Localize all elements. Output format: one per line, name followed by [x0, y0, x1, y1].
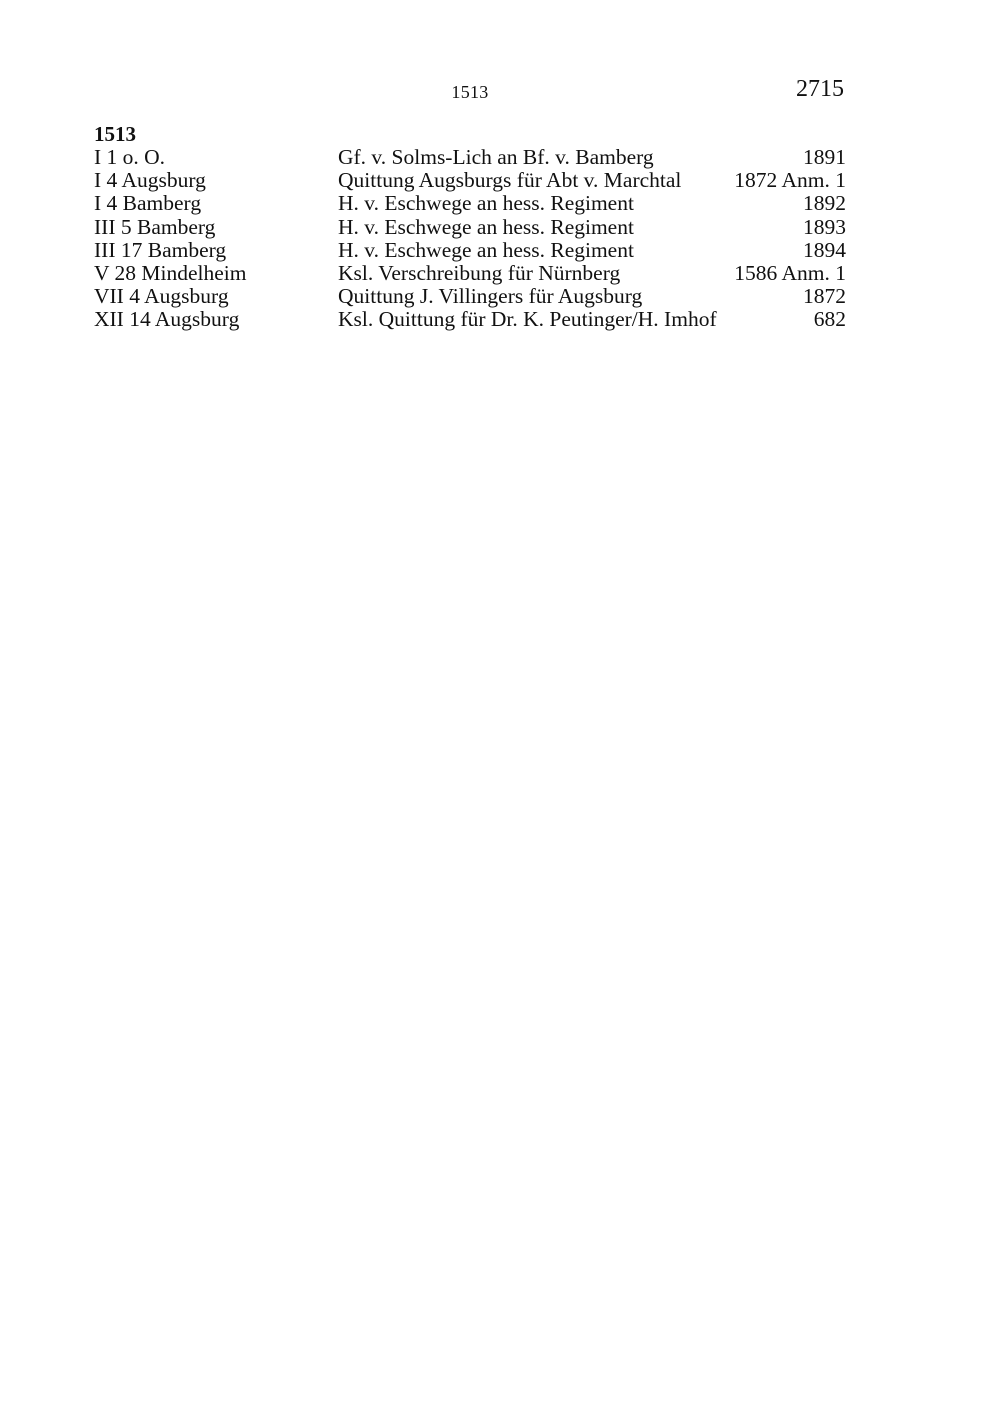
entry-date: I 1 o. O. — [94, 145, 166, 169]
entry-date: XII 14 Augsburg — [94, 307, 240, 332]
page-number: 2715 — [796, 76, 844, 102]
entry-date: III 17 Bamberg — [94, 237, 227, 262]
entry-description: Quittung Augsburgs für Abt v. Marchtal — [338, 168, 682, 193]
index-entry — [94, 285, 846, 308]
entry-reference: 1872 Anm. 1 — [734, 168, 846, 193]
entry-description: H. v. Eschwege an hess. Regiment — [338, 237, 634, 262]
running-head: 1513 — [451, 82, 489, 102]
entry-reference: 1586 Anm. 1 — [734, 260, 846, 285]
index-entry — [94, 216, 846, 239]
page-header — [0, 0, 1004, 110]
index-entry — [94, 192, 846, 215]
index-entry — [94, 239, 846, 262]
index-entry — [94, 262, 846, 285]
entry-reference: 1872 — [803, 284, 846, 309]
index-entry — [94, 308, 846, 331]
entry-date: I 4 Bamberg — [94, 191, 202, 216]
entry-reference: 1893 — [803, 214, 846, 239]
entry-date: III 5 Bamberg — [94, 214, 216, 239]
entry-description: H. v. Eschwege an hess. Regiment — [338, 191, 634, 216]
entry-description: Ksl. Quittung für Dr. K. Peutinger/H. Imhof — [338, 307, 717, 332]
index-entry — [94, 169, 846, 192]
year-heading: 1513 — [94, 122, 136, 146]
entry-description: Gf. v. Solms-Lich an Bf. v. Bamberg — [338, 145, 654, 169]
entry-description: H. v. Eschwege an hess. Regiment — [338, 214, 634, 239]
entry-date: I 4 Augsburg — [94, 168, 206, 193]
entry-description: Ksl. Verschreibung für Nürnberg — [338, 260, 621, 285]
entry-reference: 1891 — [803, 145, 846, 169]
index-section — [94, 122, 846, 332]
entry-reference: 1894 — [803, 237, 846, 262]
entry-reference: 1892 — [803, 191, 846, 216]
entry-description: Quittung J. Villingers für Augsburg — [338, 284, 643, 309]
entry-reference: 682 — [813, 307, 846, 332]
index-entry — [94, 146, 846, 169]
entry-date: VII 4 Augsburg — [94, 284, 229, 309]
entry-date: V 28 Mindelheim — [94, 260, 247, 285]
